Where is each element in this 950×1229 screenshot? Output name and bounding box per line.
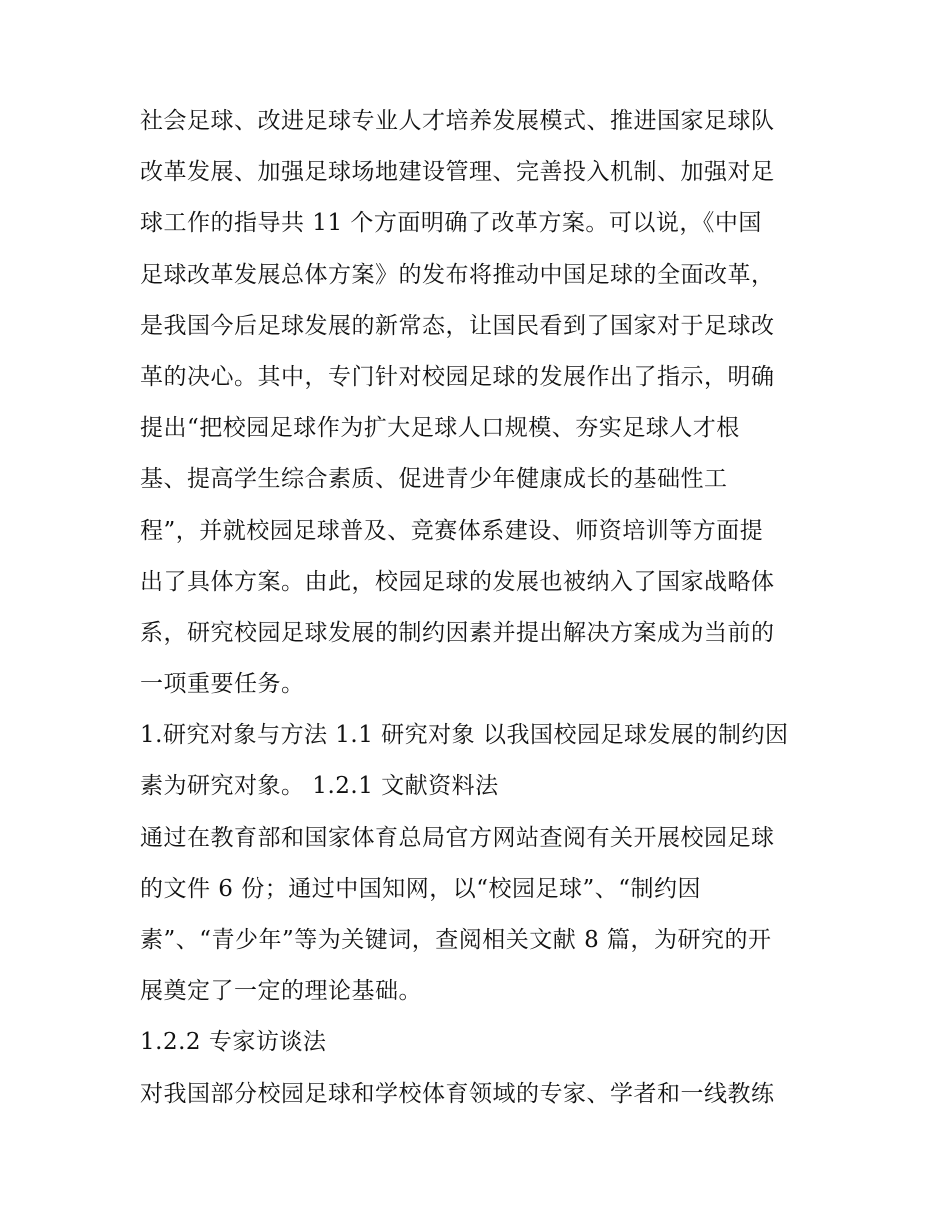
text-line: 系，研究校园足球发展的制约因素并提出解决方案成为当前的 bbox=[140, 619, 775, 646]
text-line: 程”，并就校园足球普及、竞赛体系建设、师资培训等方面提 bbox=[140, 517, 764, 544]
text-line: 改革发展、加强足球场地建设管理、完善投入机制、加强对足 bbox=[140, 159, 775, 186]
text-line: 球工作的指导共 11 个方面明确了改革方案。可以说，《中国 bbox=[140, 210, 762, 237]
document-body bbox=[140, 96, 820, 1120]
text-line: 足球改革发展总体方案》的发布将推动中国足球的全面改革， bbox=[140, 261, 775, 288]
text-line: 革的决心。其中，专门针对校园足球的发展作出了指示，明确 bbox=[140, 363, 775, 390]
text-line: 通过在教育部和国家体育总局官方网站查阅有关开展校园足球 bbox=[140, 824, 775, 851]
text-line: 是我国今后足球发展的新常态，让国民看到了国家对于足球改 bbox=[140, 312, 775, 339]
text-line: 提出“把校园足球作为扩大足球人口规模、夯实足球人才根 bbox=[140, 415, 740, 442]
text-line: 一项重要任务。 bbox=[140, 671, 305, 698]
text-line: 基、提高学生综合素质、促进青少年健康成长的基础性工 bbox=[140, 466, 728, 493]
text-line: 素为研究对象。 1.2.1 文献资料法 bbox=[140, 773, 499, 800]
text-line: 素”、“青少年”等为关键词，查阅相关文献 8 篇，为研究的开 bbox=[140, 927, 772, 953]
text-line: 社会足球、改进足球专业人才培养发展模式、推进国家足球队 bbox=[140, 108, 775, 134]
text-line: 出了具体方案。由此，校园足球的发展也被纳入了国家战略体 bbox=[140, 568, 775, 595]
section-heading-line: 1.研究对象与方法 1.1 研究对象 以我国校园足球发展的制约因 bbox=[140, 722, 789, 749]
text-line: 展奠定了一定的理论基础。 bbox=[140, 978, 422, 1005]
text-line: 的文件 6 份；通过中国知网，以“校园足球”、“制约因 bbox=[140, 875, 702, 902]
text-line: 对我国部分校园足球和学校体育领域的专家、学者和一线教练 bbox=[140, 1080, 775, 1107]
subsection-heading: 1.2.2 专家访谈法 bbox=[140, 1029, 327, 1056]
